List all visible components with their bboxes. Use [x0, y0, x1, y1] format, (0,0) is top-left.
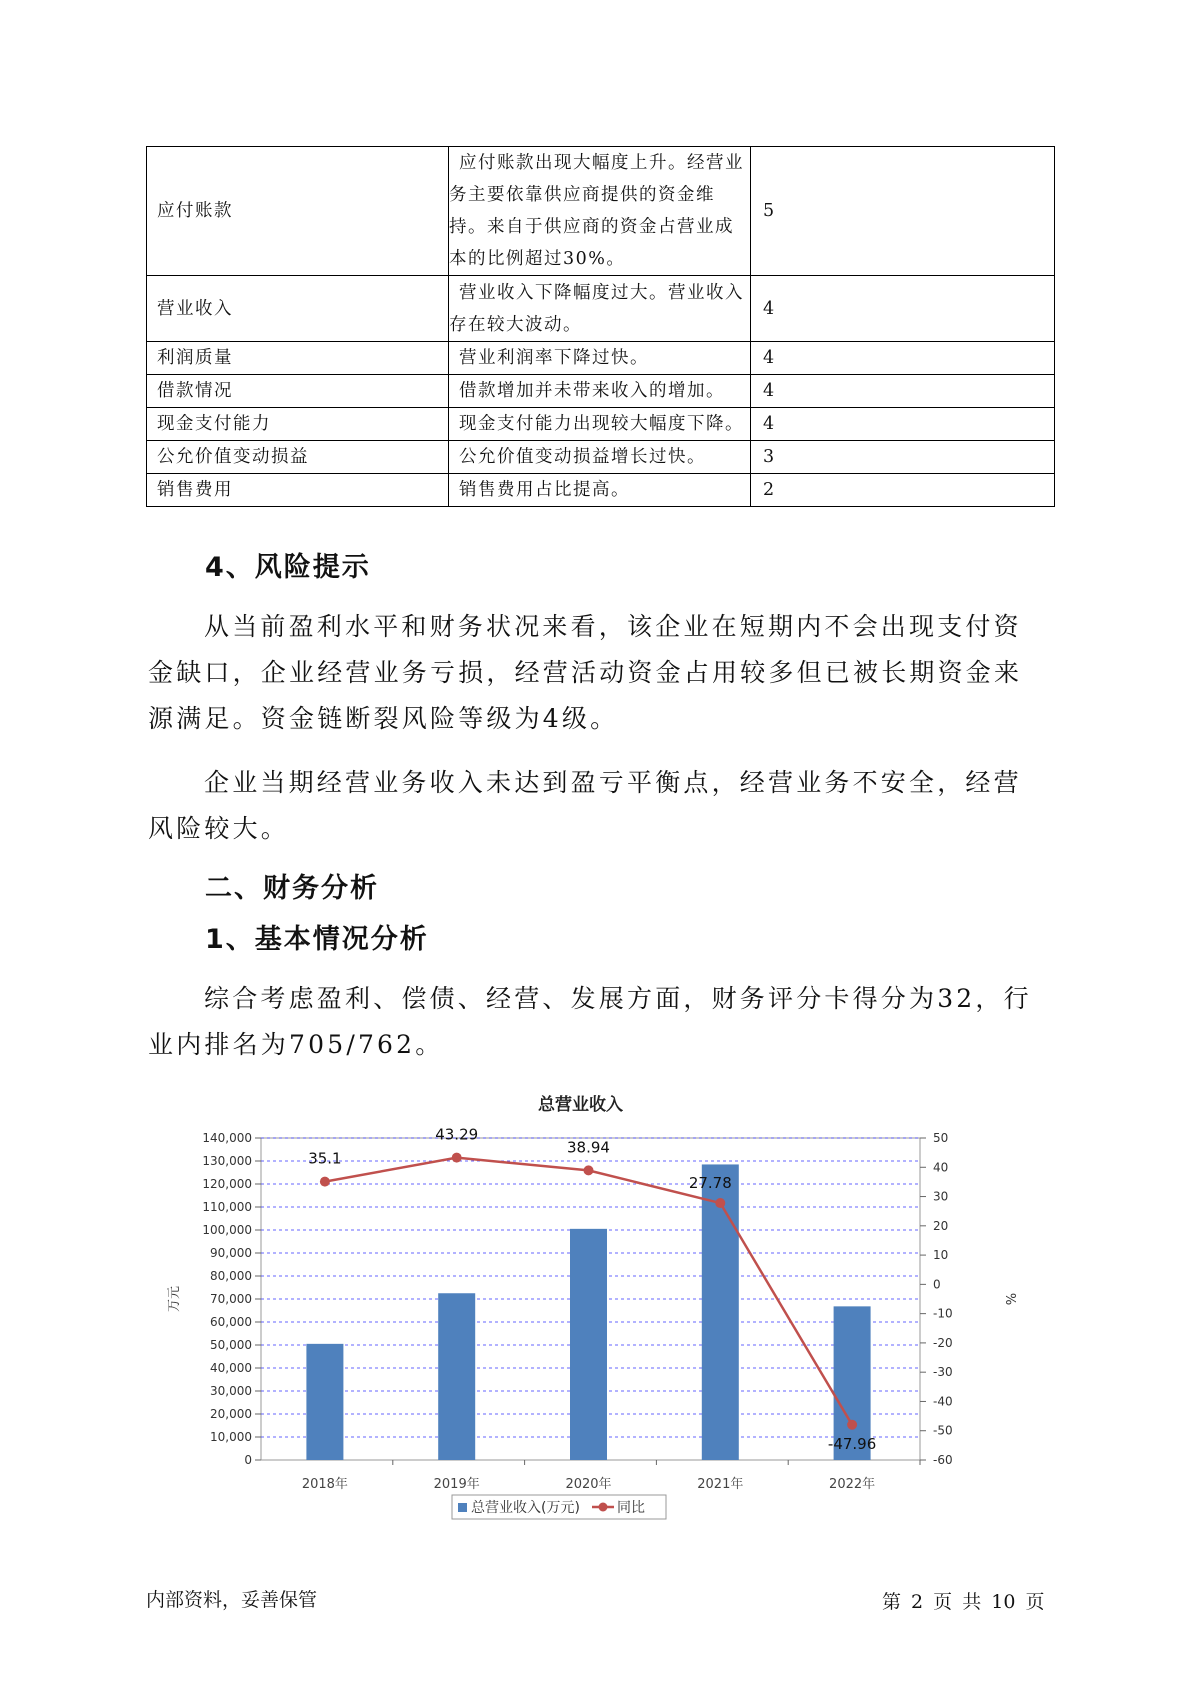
revenue-bar: [570, 1229, 607, 1460]
y-tick-label: 0: [244, 1453, 252, 1467]
legend-bar-swatch: [458, 1503, 467, 1512]
x-tick-label: 2018年: [301, 1477, 348, 1492]
risk-paragraph-1: 从当前盈利水平和财务状况来看，该企业在短期内不会出现支付资金缺口，企业经营业务亏损，经营活动资金占用较多但已被长期资金来源满足。资金链断裂风险等级为4级。: [148, 612, 1023, 733]
legend-bar-label: 总营业收入(万元): [471, 1500, 580, 1516]
y2-tick-label: -20: [933, 1335, 953, 1350]
y2-tick-label: 30: [933, 1189, 949, 1204]
yoy-point: [715, 1198, 725, 1208]
y2-tick-label: -60: [933, 1453, 953, 1467]
yoy-data-label: 38.94: [567, 1138, 610, 1157]
yoy-data-label: 27.78: [688, 1174, 732, 1193]
basic-analysis-paragraph: 综合考虑盈利、偿债、经营、发展方面，财务评分卡得分为32，行业内排名为705/762。: [148, 984, 1032, 1059]
y-tick-label: 80,000: [210, 1269, 252, 1283]
x-tick-label: 2019年: [433, 1477, 480, 1492]
y-tick-label: 30,000: [210, 1384, 252, 1398]
risk-paragraph-2: 企业当期经营业务收入未达到盈亏平衡点，经营业务不安全，经营风险较大。: [148, 768, 1022, 843]
table-row: [147, 342, 1055, 375]
risk-heading: 4、风险提示: [205, 552, 371, 583]
risk-score-cell: 3: [751, 441, 1055, 474]
y-axis-label: 万元: [167, 1285, 182, 1313]
finance-heading: 二、财务分析: [205, 873, 379, 904]
y2-tick-label: -10: [933, 1306, 953, 1321]
revenue-chart: [160, 1090, 1017, 1570]
table-row: [147, 474, 1055, 507]
legend-line-label: 同比: [617, 1500, 645, 1516]
y-tick-label: 110,000: [202, 1200, 252, 1214]
risk-indicator-table: [146, 146, 1055, 507]
y-tick-label: 10,000: [210, 1430, 252, 1444]
y2-tick-label: -30: [933, 1365, 953, 1380]
revenue-bar: [702, 1164, 739, 1460]
risk-item-cell: 利润质量: [147, 342, 449, 375]
risk-description-cell: [449, 441, 751, 474]
revenue-chart-svg: [160, 1090, 1017, 1570]
risk-description-cell: [449, 474, 751, 507]
chart-title: 总营业收入: [538, 1095, 623, 1115]
risk-description-text: 销售费用占比提高。: [459, 480, 630, 500]
risk-description-text: 营业利润率下降过快。: [459, 348, 649, 368]
y2-tick-label: 10: [933, 1248, 949, 1263]
y-tick-label: 120,000: [202, 1177, 252, 1191]
y-tick-label: 90,000: [210, 1246, 252, 1260]
risk-score-cell: 5: [751, 147, 1055, 276]
x-tick-label: 2022年: [829, 1477, 876, 1492]
yoy-point: [584, 1165, 594, 1175]
risk-description-text: 借款增加并未带来收入的增加。: [459, 381, 725, 401]
table-row: [147, 276, 1055, 342]
yoy-data-label: 43.29: [435, 1125, 479, 1144]
risk-item-cell: 应付账款: [147, 147, 449, 276]
risk-item-cell: 公允价值变动损益: [147, 441, 449, 474]
y2-tick-label: 40: [933, 1160, 949, 1175]
table-row: [147, 408, 1055, 441]
footer-confidential: 内部资料，妥善保管: [146, 1589, 318, 1611]
revenue-bar: [438, 1293, 475, 1460]
table-row: [147, 147, 1055, 276]
x-tick-label: 2021年: [697, 1477, 744, 1492]
yoy-data-label: 35.1: [308, 1149, 342, 1168]
yoy-point: [847, 1420, 857, 1430]
table-row: [147, 441, 1055, 474]
risk-description-text: 公允价值变动损益增长过快。: [459, 447, 706, 467]
risk-score-cell: 4: [751, 375, 1055, 408]
y2-tick-label: 0: [933, 1277, 941, 1292]
risk-description-cell: [449, 147, 751, 276]
risk-description-cell: [449, 342, 751, 375]
yoy-data-label: -47.96: [827, 1434, 877, 1453]
y2-tick-label: -50: [933, 1423, 953, 1438]
risk-description-text: 应付账款出现大幅度上升。经营业务主要依靠供应商提供的资金维持。来自于供应商的资金占营业成本的比例超过30%。: [449, 153, 744, 269]
risk-description-cell: [449, 375, 751, 408]
risk-score-cell: 2: [751, 474, 1055, 507]
y-tick-label: 100,000: [202, 1223, 252, 1237]
y-tick-label: 130,000: [202, 1154, 252, 1168]
revenue-bar: [306, 1344, 343, 1460]
x-tick-label: 2020年: [565, 1477, 612, 1492]
risk-item-cell: 借款情况: [147, 375, 449, 408]
risk-description-text: 现金支付能力出现较大幅度下降。: [459, 414, 744, 434]
y2-tick-label: -40: [933, 1394, 953, 1409]
risk-score-cell: 4: [751, 408, 1055, 441]
yoy-point: [452, 1153, 462, 1163]
basic-analysis-heading: 1、基本情况分析: [205, 924, 429, 955]
risk-item-cell: 销售费用: [147, 474, 449, 507]
risk-item-cell: 现金支付能力: [147, 408, 449, 441]
y-tick-label: 60,000: [210, 1315, 252, 1329]
risk-description-cell: [449, 408, 751, 441]
risk-table-body: [147, 147, 1055, 507]
risk-item-cell: 营业收入: [147, 276, 449, 342]
legend-line-marker: [599, 1503, 608, 1512]
risk-description-cell: [449, 276, 751, 342]
y2-tick-label: 20: [933, 1218, 949, 1233]
y-tick-label: 140,000: [202, 1131, 252, 1145]
yoy-point: [320, 1177, 330, 1187]
y-tick-label: 20,000: [210, 1407, 252, 1421]
risk-score-cell: 4: [751, 342, 1055, 375]
y-tick-label: 50,000: [210, 1338, 252, 1352]
risk-score-cell: 4: [751, 276, 1055, 342]
footer-page-number: 第 2 页 共 10 页: [882, 1591, 1045, 1613]
y2-axis-label: %: [1002, 1292, 1017, 1306]
y2-tick-label: 50: [933, 1131, 949, 1145]
y-tick-label: 70,000: [210, 1292, 252, 1306]
table-row: [147, 375, 1055, 408]
y-tick-label: 40,000: [210, 1361, 252, 1375]
risk-description-text: 营业收入下降幅度过大。营业收入存在较大波动。: [449, 282, 744, 335]
